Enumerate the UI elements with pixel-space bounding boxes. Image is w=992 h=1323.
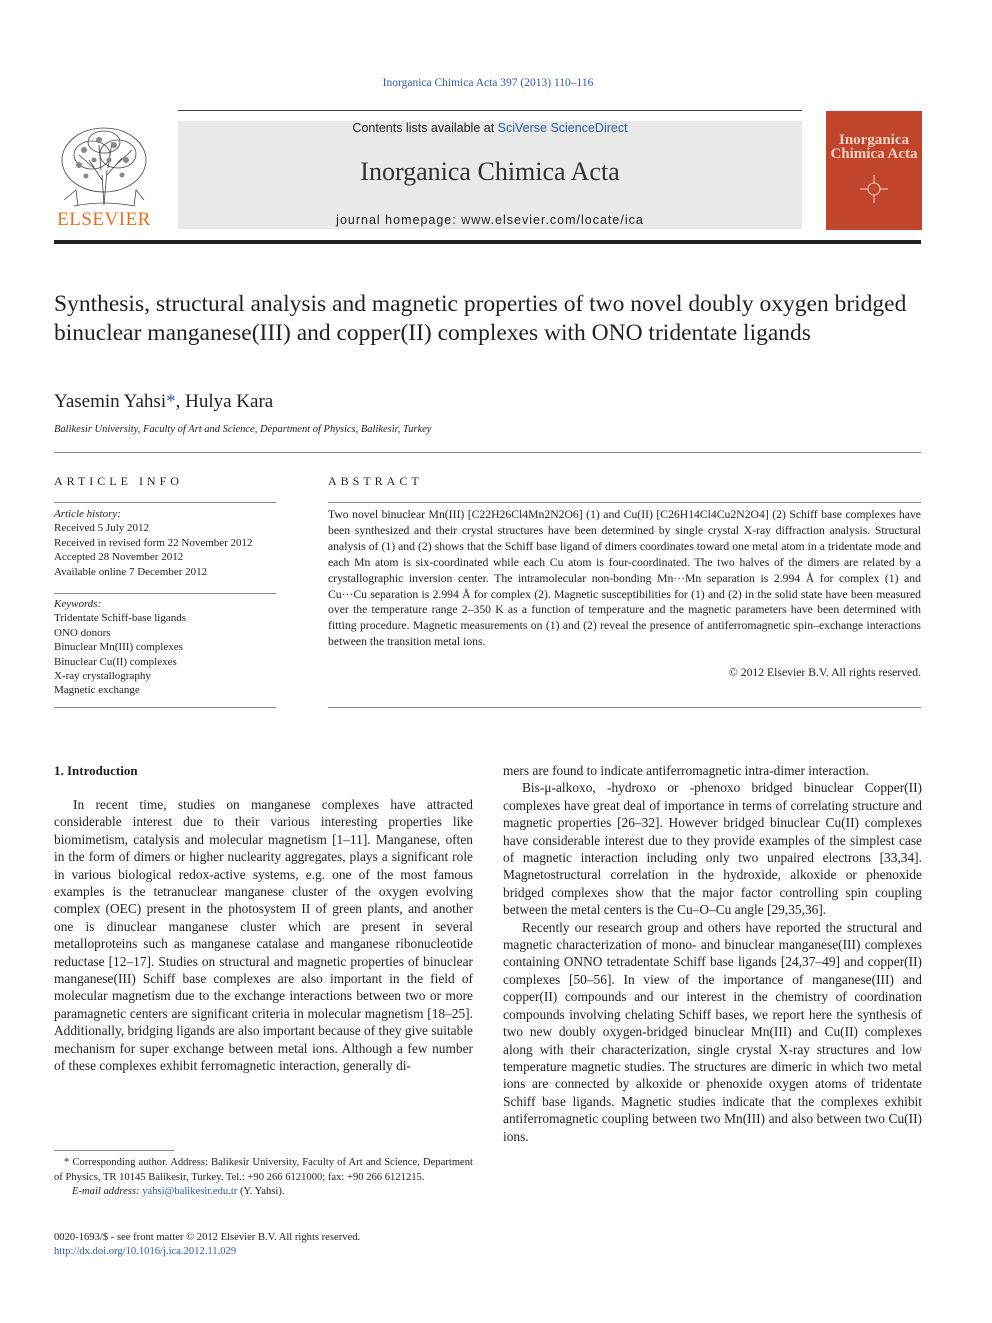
history-item: Received 5 July 2012	[54, 522, 150, 535]
history-item: Available online 7 December 2012	[54, 565, 208, 578]
journal-banner	[178, 121, 802, 229]
email-suffix: (Y. Yahsi).	[237, 1186, 285, 1198]
copyright-notice: © 2012 Elsevier B.V. All rights reserved.	[728, 666, 921, 679]
doi-link[interactable]: http://dx.doi.org/10.1016/j.ica.2012.11.029	[54, 1246, 237, 1258]
author-list	[54, 391, 273, 413]
history-label: Article history:	[54, 508, 121, 520]
corresponding-author-note: * Corresponding author. Address: Balikesir University, Faculty of Art and Science, Department of Physics, TR 10145 Balikesir, Turkey. Tel.: +90 266 6121000; fax: +90 266 6121215.	[54, 1157, 473, 1183]
sciencedirect-link[interactable]: SciVerse ScienceDirect	[497, 121, 628, 135]
header-rule	[178, 110, 802, 111]
body-paragraph: Bis-μ-alkoxo, -hydroxo or -phenoxo bridged binuclear Copper(II) complexes have great deal of importance in terms of correlating structure and magnetic properties [26–32]. However bridged binuclear Cu(II) complexes have considerable interest due to they provide examples of the simplest case of magnetic interaction including only two unpaired electrons [33,34]. Magnetostructural correlation in the hydroxide, alkoxide or phenoxide bridged complexes show that the major factor controlling spin coupling between the metal centers is the Cu–O–Cu angle [29,35,36].	[503, 780, 922, 918]
email-label: E-mail address:	[72, 1186, 143, 1198]
cover-title: Inorganica Chimica Acta	[830, 132, 918, 162]
header-thick-rule	[54, 240, 921, 244]
keyword: ONO donors	[54, 626, 111, 639]
affiliation: Balikesir University, Faculty of Art and Science, Department of Physics, Balikesir, Turkey	[54, 424, 432, 435]
journal-homepage[interactable]: journal homepage: www.elsevier.com/locate/ica	[336, 213, 644, 227]
body-column-left	[54, 796, 473, 1075]
journal-title: Inorganica Chimica Acta	[360, 157, 620, 186]
abstract-heading: ABSTRACT	[328, 474, 423, 488]
email-link[interactable]: yahsi@balikesir.edu.tr	[142, 1186, 238, 1198]
corresponding-author-mark[interactable]: *	[166, 391, 176, 412]
body-paragraph: mers are found to indicate antiferromagnetic intra-dimer interaction.	[503, 763, 869, 778]
front-matter	[54, 1231, 554, 1260]
article-history	[54, 507, 284, 579]
divider	[54, 452, 921, 453]
cover-molecule-icon	[856, 171, 892, 207]
footnote	[54, 1156, 473, 1200]
body-column-right	[503, 762, 922, 1145]
publisher-name: ELSEVIER	[57, 209, 151, 230]
footnote-rule	[54, 1150, 174, 1151]
author-name: Yasemin Yahsi	[54, 391, 167, 412]
article-title: Synthesis, structural analysis and magnetic properties of two novel doubly oxygen bridged binuclear manganese(III) and copper(II) complexes with ONO tridentate ligands	[54, 291, 907, 346]
contents-prefix: Contents lists available at	[352, 121, 498, 135]
email-line	[54, 1185, 473, 1200]
divider	[54, 593, 276, 594]
author-separator: ,	[175, 391, 186, 412]
journal-cover-image	[826, 111, 922, 230]
keyword: Tridentate Schiff-base ligands	[54, 612, 186, 625]
keyword: X-ray crystallography	[54, 670, 151, 683]
issn-line: 0020-1693/$ - see front matter © 2012 Elsevier B.V. All rights reserved.	[54, 1232, 361, 1243]
divider	[54, 502, 276, 503]
body-paragraph: In recent time, studies on manganese complexes have attracted considerable interest due to their various interesting properties like biomimetism, catalysis and molecular magnetism [1–11]. Manganese, often in the form of dimers or higher nuclearity aggregates, plays a significant role in various biological redox-active systems, e.g. one of the most famous examples is the tetranuclear manganese cluster of the oxygen evolving complex (OEC) present in the photosystem II of green plants, and another one is dinuclear manganese cluster which are present in several metalloproteins such as manganese catalase and manganese ribonucleotide reductase [12–17]. Studies on structural and magnetic properties of binuclear manganese(III) Schiff base complexes are also important in the field of molecular magnetism due to the exchange interactions between two or more paramagnetic centers are significant criteria in molecular magnetism [18–25]. Additionally, bridging ligands are also important because of they give suitable mechanism for super exchange between metal ions. Although a few number of these complexes exhibit ferromagnetic interaction, generally di-	[54, 797, 473, 1074]
history-item: Received in revised form 22 November 2012	[54, 536, 253, 549]
author-name: Hulya Kara	[185, 391, 274, 412]
article-info-heading: ARTICLE INFO	[54, 474, 183, 488]
keyword: Magnetic exchange	[54, 684, 140, 697]
divider	[328, 707, 921, 708]
abstract-text: Two novel binuclear Mn(III) [C22H26Cl4Mn2N2O6] (1) and Cu(II) [C26H14Cl4Cu2N2O4] (2) Schiff base complexes have been synthesized and their crystal structures have been determined by single crystal X-ray diffraction analysis. Structural analysis of (1) and (2) shows that the Schiff base ligand of dimers coordinates toward one metal atom in a tridentate mode and each Mn atom is six-coordinated while each Cu atom is four-coordinated. The two halves of the dimers are related by a crystallographic inversion center. The intramolecular non-bonding Mn···Mn separation is 2.994 Å for complex (1) and Cu···Cu separation is 2.994 Å for complex (2). Magnetic susceptibilities for (1) and (2) in the solid state have been measured over the temperature range 2–350 K as a function of temperature and the magnetic parameters have been determined with fitting procedure. Magnetic measurements on (1) and (2) reveal the presence of antiferromagnetic spin–exchange interactions between the transition metal ions.	[328, 508, 921, 649]
keywords	[54, 597, 284, 698]
keyword: Binuclear Mn(III) complexes	[54, 641, 183, 654]
history-item: Accepted 28 November 2012	[54, 551, 184, 564]
divider	[328, 502, 921, 503]
contents-line	[178, 121, 802, 135]
journal-reference[interactable]: Inorganica Chimica Acta 397 (2013) 110–116	[382, 77, 594, 89]
keyword: Binuclear Cu(II) complexes	[54, 655, 177, 668]
divider	[54, 707, 276, 708]
keywords-label: Keywords:	[54, 598, 102, 610]
body-paragraph: Recently our research group and others have reported the structural and magnetic characterization of mono- and binuclear manganese(III) complexes containing ONNO tetradentate Schiff base ligands [24,37–49] and copper(II) complexes [50–56]. In view of the importance of manganese(III) and copper(II) compounds and our interest in the chemistry of coordination compounds involving chelating Schiff bases, we report here the synthesis of two new doubly oxygen-bridged binuclear Mn(III) and Cu(II) complexes along with their characterization, single crystal X-ray structures and low temperature magnetic studies. The structures are dimeric in which two metal ions are connected by alkoxide or phenoxide oxygen atoms of tridentate Schiff base ligands. Magnetic studies indicate that the complexes exhibit antiferromagnetic coupling between two Mn(III) and also between two Cu(II) ions.	[503, 919, 922, 1144]
section-heading: 1. Introduction	[54, 763, 138, 778]
